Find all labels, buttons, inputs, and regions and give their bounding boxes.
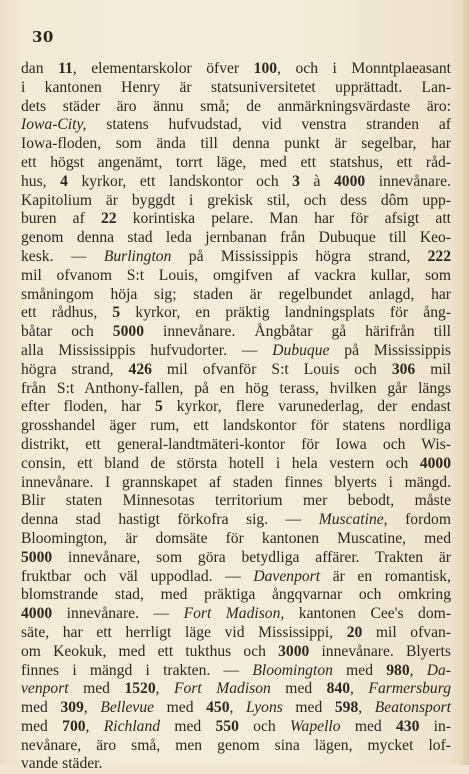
- text-segment: med: [160, 717, 216, 735]
- text-line: [21, 643, 451, 662]
- text-segment: är en romantisk,: [320, 567, 452, 585]
- text-line: [21, 116, 451, 135]
- text-line: [21, 436, 451, 455]
- text-line: [21, 549, 451, 568]
- text-line: [21, 342, 451, 361]
- text-segment: innevånare.: [365, 172, 451, 190]
- text-segment: in-: [419, 717, 451, 735]
- text-segment: efter floden, har: [21, 398, 156, 416]
- text-line: [21, 60, 451, 79]
- text-segment: à: [299, 172, 334, 190]
- text-segment: dan: [21, 60, 59, 77]
- text-segment: Kapitolium är byggdt i grekisk stil, och dess dôm upp-: [21, 191, 451, 209]
- number: 5: [155, 398, 163, 416]
- text-segment: med: [154, 699, 207, 717]
- place-name: Farmersburg: [368, 680, 452, 698]
- text-line: [21, 135, 451, 154]
- number: 980: [386, 661, 410, 679]
- page-number: 30: [32, 28, 54, 46]
- number: 5000: [112, 323, 144, 341]
- text-segment: , elementarskolor öfver: [72, 60, 254, 77]
- text-segment: högra strand,: [21, 360, 129, 378]
- text-segment: buren af: [21, 210, 101, 228]
- text-segment: innevånare, som göra betydliga affärer. Trakten är: [52, 548, 451, 566]
- text-segment: från S:t Anthony-fallen, på en hög terass, hvilken går längs: [21, 379, 451, 397]
- text-segment: fruktbar och väl uppodlad. —: [21, 567, 254, 585]
- place-name: Bloomington: [252, 661, 333, 679]
- text-segment: ,: [229, 699, 247, 717]
- text-segment: med: [21, 717, 63, 735]
- text-segment: innevånare. Blyerts: [309, 642, 451, 660]
- text-line: [21, 361, 451, 380]
- text-segment: med: [68, 680, 125, 698]
- text-segment: hus,: [21, 172, 61, 190]
- place-name: Bellevue: [100, 699, 155, 717]
- number: 3000: [278, 642, 310, 660]
- text-segment: med: [332, 661, 387, 679]
- text-line: [21, 511, 451, 530]
- text-segment: blomstrande stad, med präktiga ångqvarnar och omkring: [21, 586, 451, 604]
- text-segment: med: [340, 717, 396, 735]
- text-segment: mil ofvanom S:t Louis, omgifven af vackra kullar, som: [21, 266, 451, 284]
- text-line: [21, 98, 451, 117]
- text-segment: alla Mississippis hufvudorter. —: [21, 341, 273, 359]
- text-segment: på Mississippis högra strand,: [171, 247, 428, 265]
- text-line: [21, 154, 451, 173]
- text-line: [21, 586, 451, 605]
- place-name: Dubuque: [272, 341, 330, 359]
- text-segment: ,: [350, 680, 369, 698]
- text-segment: innevånare. Ångbåtar gå härifrån till: [143, 323, 451, 341]
- number: 4000: [21, 605, 53, 623]
- text-segment: mil ofvan-: [362, 623, 451, 641]
- number: 309: [60, 699, 84, 717]
- place-name: Iowa-City,: [21, 116, 87, 134]
- number: 550: [215, 717, 239, 735]
- number: 22: [100, 210, 117, 228]
- page-edge: [463, 0, 469, 765]
- text-segment: Bloomington, är domsäte för kantonen Muscatine, med: [21, 529, 451, 547]
- text-segment: om Keokuk, med ett tukthus och: [21, 642, 279, 660]
- place-name: venport: [21, 680, 69, 698]
- number: 430: [395, 717, 420, 735]
- text-line: [21, 737, 451, 756]
- number: 4000: [333, 172, 366, 190]
- text-segment: genom denna stad leda jernbanan från Dubuque till Keo-: [21, 229, 451, 247]
- text-line: [21, 530, 451, 549]
- text-segment: , och i Monntplaeasant: [277, 60, 451, 77]
- text-line: [21, 267, 451, 286]
- number: 5000: [21, 548, 53, 566]
- text-segment: distrikt, ett general-landtmäteri-kontor för Iowa och Wis-: [21, 435, 451, 453]
- number: 3: [292, 172, 300, 190]
- text-segment: ,: [83, 699, 101, 717]
- place-name: Fort Madison,: [183, 605, 285, 623]
- text-line: [21, 210, 451, 229]
- text-segment: fordom: [387, 511, 451, 529]
- text-segment: ,: [85, 717, 104, 735]
- text-segment: Iowa-floden, som ända till denna punkt är segelbar, har: [21, 135, 451, 153]
- place-name: Lyons: [246, 699, 283, 717]
- text-line: [21, 248, 451, 267]
- text-segment: med: [270, 680, 327, 698]
- text-line: [21, 474, 451, 493]
- text-segment: kyrkor, flere varunederlag, der endast: [162, 398, 452, 416]
- text-segment: kyrkor, en präktig landningsplats för ång-: [120, 304, 452, 322]
- text-segment: nevånare, äro små, men genom sina lägen, mycket lof-: [21, 736, 451, 754]
- text-line: [21, 286, 451, 305]
- text-segment: dets städer äro ännu små; de anmärkningsvärdaste äro:: [21, 97, 451, 115]
- text-segment: consin, ett bland de största hotell i hela vestern och: [21, 454, 420, 472]
- number: 306: [391, 360, 416, 378]
- text-line: [21, 699, 451, 718]
- place-name: Beatonsport: [374, 699, 452, 717]
- text-segment: kyrkor, ett landskontor och: [67, 172, 293, 190]
- number: 4000: [419, 454, 451, 472]
- text-line: [21, 304, 451, 323]
- text-segment: med: [282, 699, 335, 717]
- text-segment: ,: [409, 661, 427, 679]
- number: 222: [427, 247, 452, 265]
- place-name: Da-: [426, 661, 451, 679]
- place-name: Burlington: [103, 247, 172, 265]
- text-segment: statens hufvudstad, vid venstra stranden af: [86, 116, 451, 134]
- text-segment: småningom höja sig; staden är regelbundet anlagd, har: [21, 285, 451, 303]
- text-segment: i kantonen Henry är statsuniversitetet upprättadt. Lan-: [21, 78, 451, 96]
- text-segment: finnes i mängd i trakten. —: [21, 661, 253, 679]
- number: 4: [60, 172, 68, 190]
- number: 700: [62, 717, 86, 735]
- place-name: Wapello: [290, 717, 341, 735]
- text-segment: och: [238, 717, 290, 735]
- number: 598: [334, 699, 359, 717]
- text-line: [21, 605, 451, 624]
- text-segment: Blir staten Minnesotas territorium mer bebodt, måste: [21, 492, 451, 510]
- text-line: [21, 79, 451, 98]
- text-line: [21, 323, 451, 342]
- text-line: [21, 662, 451, 681]
- number: 11: [58, 60, 73, 77]
- text-line: [21, 455, 451, 474]
- text-line: [21, 492, 451, 511]
- text-line: [21, 398, 451, 417]
- text-segment: innevånare. —: [52, 605, 184, 623]
- text-segment: båtar och: [21, 323, 113, 341]
- text-line: [21, 680, 451, 699]
- text-segment: denna stad hastigt förkofra sig. —: [21, 511, 319, 529]
- number: 20: [346, 623, 363, 641]
- text-segment: säte, har ett herrligt läge vid Mississippi,: [21, 623, 347, 641]
- text-line: [21, 624, 451, 643]
- text-segment: med: [21, 699, 61, 717]
- body-text: [21, 60, 451, 774]
- text-line: [21, 173, 451, 192]
- text-segment: på Mississippis: [329, 341, 451, 359]
- place-name: Fort Madison: [174, 680, 271, 698]
- text-segment: ett rådhus,: [21, 304, 113, 322]
- text-segment: vande städer.: [21, 755, 103, 773]
- text-line: [21, 380, 451, 399]
- text-line: [21, 192, 451, 211]
- number: 5: [112, 304, 121, 322]
- text-line: [21, 417, 451, 436]
- place-name: Muscatine,: [318, 511, 388, 529]
- text-segment: korintiska pelare. Man har för afsigt att: [116, 210, 451, 228]
- text-segment: mil ofvanför S:t Louis och: [151, 360, 392, 378]
- text-segment: mil: [415, 360, 452, 378]
- text-line: [21, 718, 451, 737]
- place-name: Davenport: [253, 567, 321, 585]
- text-segment: ,: [358, 699, 375, 717]
- text-line: [21, 568, 451, 587]
- text-segment: kantonen Cee's dom-: [284, 605, 451, 623]
- number: 1520: [124, 680, 156, 698]
- place-name: Richland: [103, 717, 161, 735]
- text-segment: ,: [155, 680, 175, 698]
- text-segment: ett högst angenämt, torrt läge, med ett statshus, ett råd-: [21, 153, 451, 171]
- text-line: [21, 229, 451, 248]
- text-segment: innevånare. I grannskapet af staden finnes blyerts i mängd.: [21, 473, 451, 491]
- text-segment: kesk. —: [21, 247, 104, 265]
- number: 450: [206, 699, 230, 717]
- text-segment: grosshandel äger rum, ett landskontor för statens nordliga: [21, 417, 451, 435]
- number: 100: [253, 60, 278, 77]
- number: 426: [128, 360, 152, 378]
- number: 840: [326, 680, 351, 698]
